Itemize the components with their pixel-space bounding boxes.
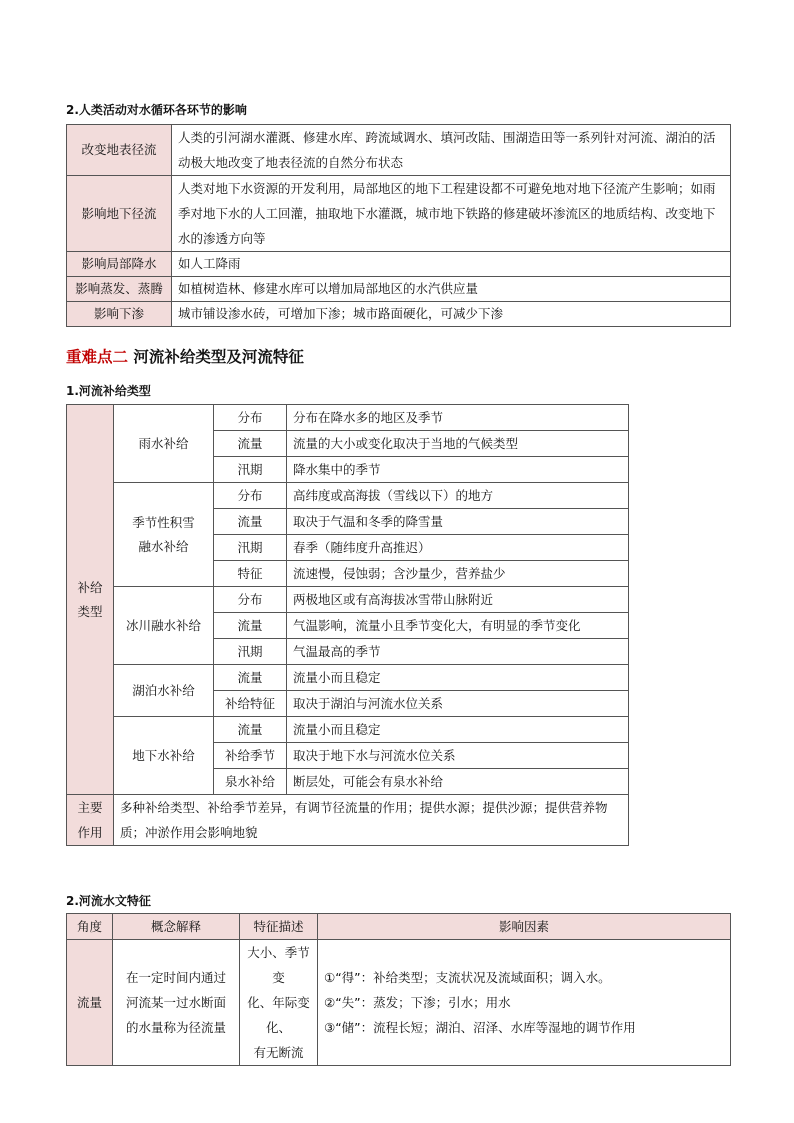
table-row: [67, 483, 629, 509]
key-point-title: 河流补给类型及河流特征: [133, 348, 304, 366]
item-value: 降水集中的季节: [287, 457, 629, 483]
row-text: 人类的引河湖水灌溉、修建水库、跨流域调水、填河改陆、围湖造田等一系列针对河流、湖泊的活动极大地改变了地表径流的自然分布状态: [172, 125, 731, 176]
row-text: 人类对地下水资源的开发利用，局部地区的地下工程建设都不可避免地对地下径流产生影响；如雨季对地下水的人工回灌，抽取地下水灌溉，城市地下铁路的修建破坏渗流区的地质结构、改变地下水的渗透方向等: [172, 176, 731, 252]
item-key: 分布: [214, 587, 287, 613]
table-row: [67, 795, 629, 846]
item-key: 流量: [214, 665, 287, 691]
item-value: 分布在降水多的地区及季节: [287, 405, 629, 431]
key-point-heading: [66, 345, 304, 367]
table-row: [67, 252, 731, 277]
supply-types-table: [66, 404, 629, 846]
table-row: [67, 665, 629, 691]
table-row: [67, 940, 731, 1066]
item-value: 取决于气温和冬季的降雪量: [287, 509, 629, 535]
group-name: 地下水补给: [114, 717, 214, 795]
item-value: 流量小而且稳定: [287, 665, 629, 691]
item-value: 高纬度或高海拔（雪线以下）的地方: [287, 483, 629, 509]
table-row: [67, 302, 731, 327]
table-row: [67, 277, 731, 302]
item-key: 汛期: [214, 639, 287, 665]
role-label-cell: 主要 作用: [67, 795, 114, 846]
item-value: 取决于湖泊与河流水位关系: [287, 691, 629, 717]
column-header: 特征描述: [240, 914, 318, 940]
column-header: 角度: [67, 914, 113, 940]
item-value: 气温影响，流量小且季节变化大，有明显的季节变化: [287, 613, 629, 639]
item-key: 泉水补给: [214, 769, 287, 795]
item-key: 流量: [214, 509, 287, 535]
section-heading-human-activity: 2.人类活动对水循环各环节的影响: [66, 103, 247, 117]
row-label: 影响下渗: [67, 302, 172, 327]
item-value: 断层处，可能会有泉水补给: [287, 769, 629, 795]
item-key: 分布: [214, 483, 287, 509]
column-header: 概念解释: [113, 914, 240, 940]
item-value: 流量的大小或变化取决于当地的气候类型: [287, 431, 629, 457]
factors-cell: ①“得”：补给类型；支流状况及流域面积；调入水。 ②“失”：蒸发；下渗；引水；用水 ③“储”：流程长短；湖泊、沼泽、水库等湿地的调节作用: [318, 940, 731, 1066]
feature-cell: 大小、季节变 化、年际变化、 有无断流: [240, 940, 318, 1066]
group-name: 冰川融水补给: [114, 587, 214, 665]
item-key: 流量: [214, 717, 287, 743]
group-name: 湖泊水补给: [114, 665, 214, 717]
section-heading-supply-types: 1.河流补给类型: [66, 384, 151, 398]
table-header-row: [67, 914, 731, 940]
column-header: 影响因素: [318, 914, 731, 940]
row-text: 如植树造林、修建水库可以增加局部地区的水汽供应量: [172, 277, 731, 302]
table-row: [67, 717, 629, 743]
group-name: 季节性积雪 融水补给: [114, 483, 214, 587]
table-row: [67, 405, 629, 431]
human-activity-table: [66, 124, 731, 327]
row-label: 改变地表径流: [67, 125, 172, 176]
angle-cell: 流量: [67, 940, 113, 1066]
row-label: 影响蒸发、蒸腾: [67, 277, 172, 302]
table-row: [67, 125, 731, 176]
item-key: 补给特征: [214, 691, 287, 717]
item-value: 两极地区或有高海拔冰雪带山脉附近: [287, 587, 629, 613]
item-value: 流量小而且稳定: [287, 717, 629, 743]
category-cell: 补给 类型: [67, 405, 114, 795]
concept-cell: 在一定时间内通过 河流某一过水断面 的水量称为径流量: [113, 940, 240, 1066]
item-value: 气温最高的季节: [287, 639, 629, 665]
role-text: 多种补给类型、补给季节差异，有调节径流量的作用；提供水源；提供沙源；提供营养物质；冲淤作用会影响地貌: [114, 795, 629, 846]
row-label: 影响局部降水: [67, 252, 172, 277]
item-key: 分布: [214, 405, 287, 431]
item-value: 春季（随纬度升高推迟）: [287, 535, 629, 561]
item-key: 流量: [214, 431, 287, 457]
item-value: 取决于地下水与河流水位关系: [287, 743, 629, 769]
item-value: 流速慢，侵蚀弱；含沙量少，营养盐少: [287, 561, 629, 587]
item-key: 汛期: [214, 457, 287, 483]
row-label: 影响地下径流: [67, 176, 172, 252]
item-key: 汛期: [214, 535, 287, 561]
table-row: [67, 587, 629, 613]
key-point-prefix: 重难点二: [66, 348, 129, 366]
row-text: 如人工降雨: [172, 252, 731, 277]
item-key: 特征: [214, 561, 287, 587]
section-heading-hydrology: 2.河流水文特征: [66, 894, 151, 908]
hydrology-table: [66, 913, 731, 1066]
item-key: 补给季节: [214, 743, 287, 769]
group-name: 雨水补给: [114, 405, 214, 483]
row-text: 城市铺设渗水砖，可增加下渗；城市路面硬化，可减少下渗: [172, 302, 731, 327]
item-key: 流量: [214, 613, 287, 639]
table-row: [67, 176, 731, 252]
